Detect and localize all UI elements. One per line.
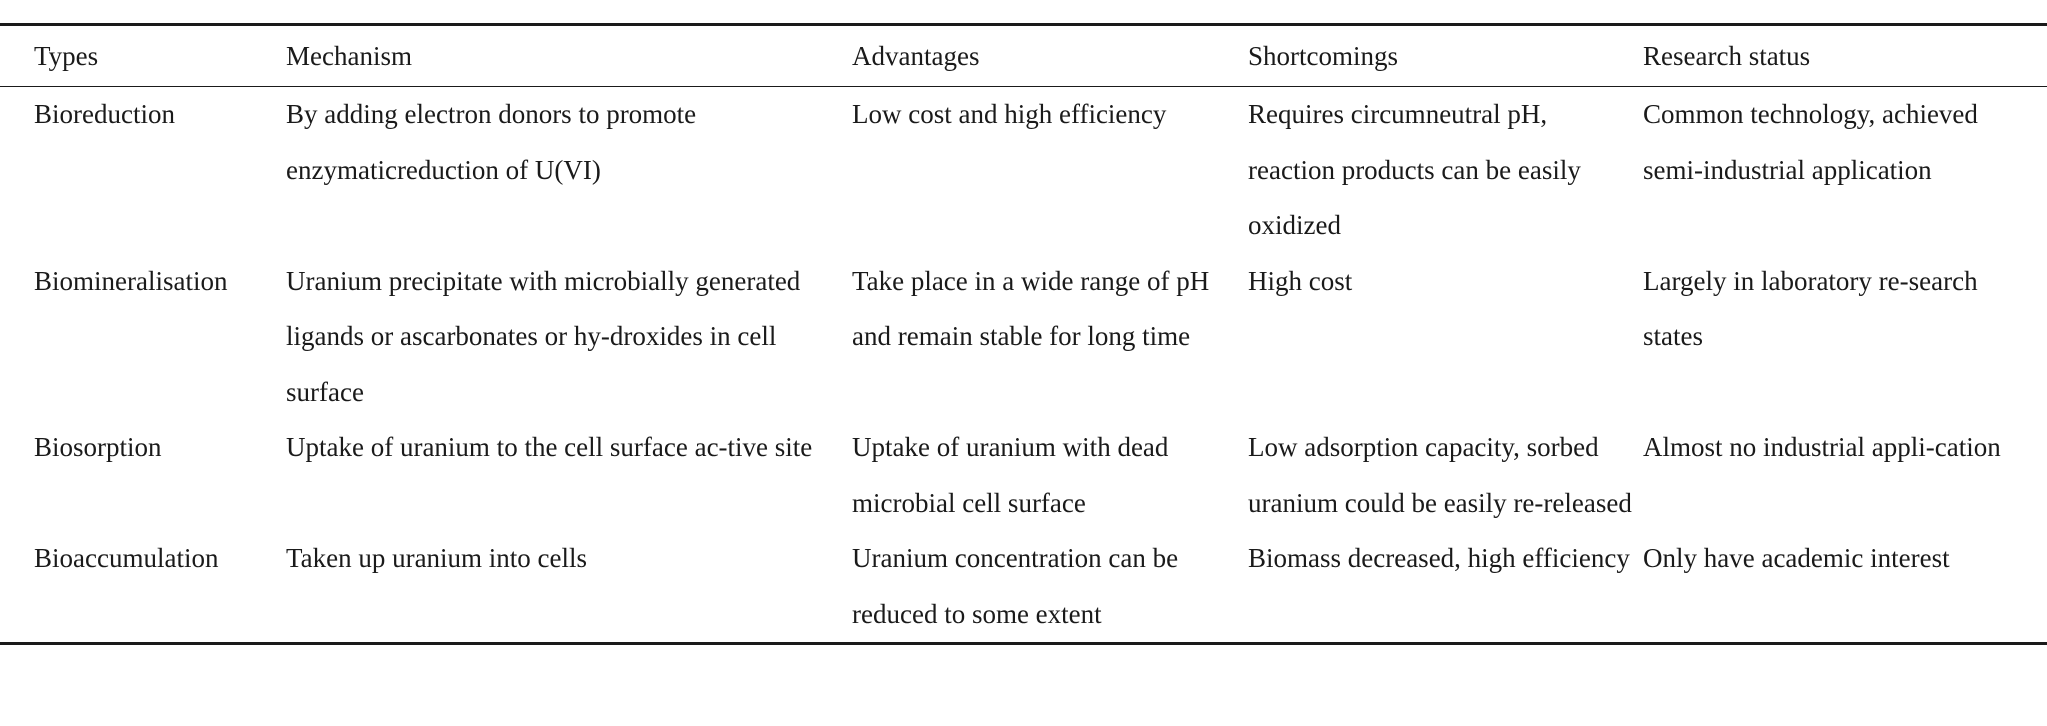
table-body [0, 87, 2047, 644]
comparison-table [0, 23, 2047, 645]
cell-type: Biomineralisation [34, 265, 228, 296]
cell-advantages: Uranium concentration can be reduced to some extent [852, 543, 1179, 629]
column-header-mechanism: Mechanism [286, 41, 412, 71]
cell-mechanism: By adding electron donors to promote enzymaticreduction of U(VI) [286, 99, 697, 185]
cell-research-status: Common technology, achieved semi-industrial application [1643, 99, 1978, 185]
table-row [0, 531, 2047, 644]
cell-mechanism: Uranium precipitate with microbially generated ligands or ascarbonates or hy-droxides in cell surface [286, 265, 801, 407]
cell-shortcomings: Low adsorption capacity, sorbed uranium could be easily re-released [1248, 432, 1632, 518]
cell-advantages: Uptake of uranium with dead microbial cell surface [852, 432, 1169, 518]
column-header-shortcomings: Shortcomings [1248, 41, 1399, 71]
table-header [0, 25, 2047, 87]
column-header-types: Types [34, 41, 99, 71]
table-row [0, 87, 2047, 254]
cell-shortcomings: Requires circumneutral pH, reaction products can be easily oxidized [1248, 99, 1581, 240]
cell-advantages: Low cost and high efficiency [852, 99, 1167, 129]
cell-type: Bioaccumulation [34, 543, 219, 573]
comparison-table-container [0, 23, 2047, 645]
cell-advantages: Take place in a wide range of pH and remain stable for long time [852, 265, 1210, 351]
column-header-advantages: Advantages [852, 41, 980, 71]
cell-research-status: Largely in laboratory re-search states [1643, 265, 1978, 351]
cell-type: Bioreduction [34, 99, 175, 129]
cell-mechanism: Taken up uranium into cells [286, 543, 588, 573]
column-header-research-status: Research status [1643, 41, 1811, 71]
cell-research-status: Almost no industrial appli-cation [1643, 432, 2001, 462]
table-row [0, 254, 2047, 421]
header-row [0, 25, 2047, 87]
cell-shortcomings: Biomass decreased, high efficiency [1248, 543, 1630, 573]
cell-type: Biosorption [34, 432, 162, 462]
cell-shortcomings: High cost [1248, 265, 1353, 296]
cell-mechanism: Uptake of uranium to the cell surface ac-tive site [286, 432, 813, 462]
cell-research-status: Only have academic interest [1643, 543, 1950, 573]
table-row [0, 420, 2047, 531]
